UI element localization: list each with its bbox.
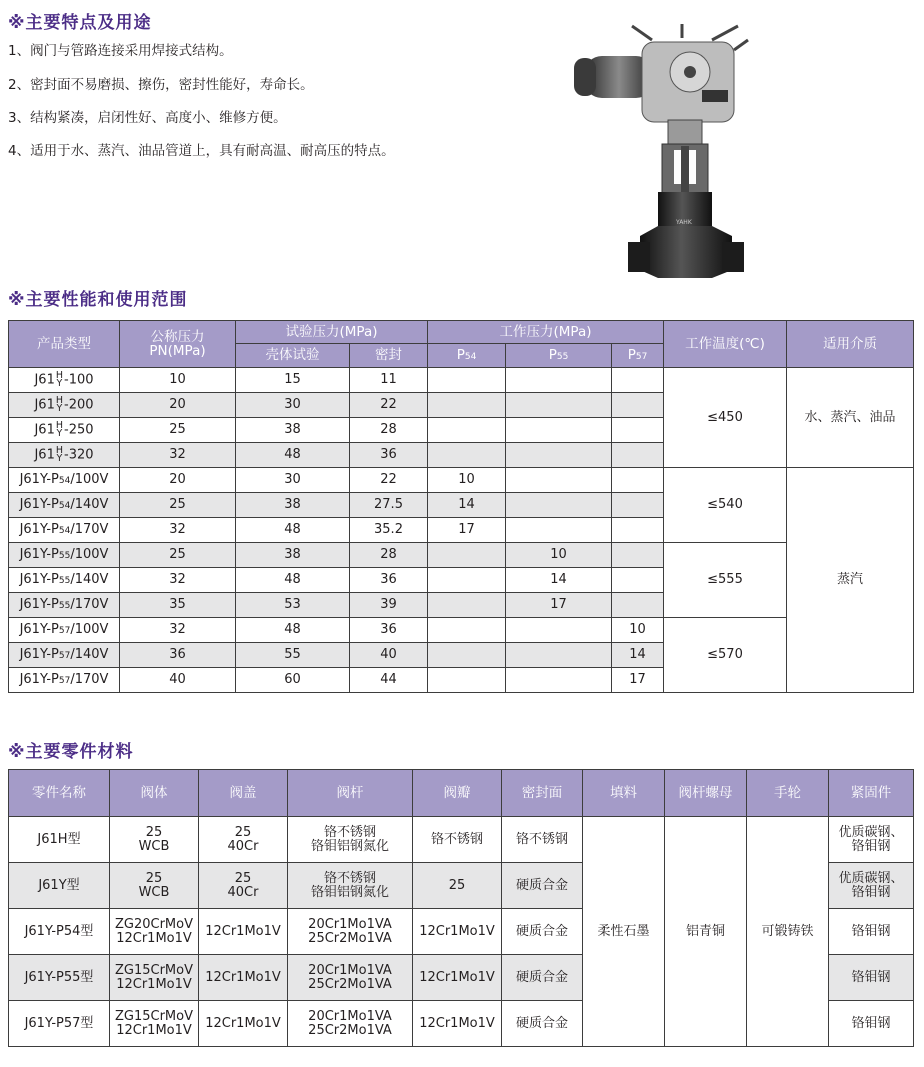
col-header-seal-face: 密封面 [502, 770, 583, 817]
p55-cell [506, 368, 612, 393]
pn-cell: 40 [120, 668, 236, 693]
materials-heading: ※主要零件材料 [8, 742, 134, 762]
seal-cell: 40 [350, 643, 428, 668]
p54-cell [428, 618, 506, 643]
p57-cell [612, 518, 664, 543]
col-header-shell: 壳体试验 [236, 344, 350, 368]
stem-cell: 20Cr1Mo1VA 25Cr2Mo1VA [288, 909, 413, 955]
pn-cell: 32 [120, 618, 236, 643]
col-header-p55: P55 [506, 344, 612, 368]
p57-cell [612, 443, 664, 468]
p54-cell [428, 443, 506, 468]
p54-cell [428, 368, 506, 393]
model-cell: J61Y-P57/170V [9, 668, 120, 693]
p57-cell [612, 418, 664, 443]
disc-cell: 12Cr1Mo1V [413, 955, 502, 1001]
seal-cell: 44 [350, 668, 428, 693]
stem-cell: 20Cr1Mo1VA 25Cr2Mo1VA [288, 955, 413, 1001]
p54-cell [428, 543, 506, 568]
bonnet-cell: 12Cr1Mo1V [199, 909, 288, 955]
pn-cell: 20 [120, 393, 236, 418]
model-cell: J61Y-P55/140V [9, 568, 120, 593]
p55-cell [506, 618, 612, 643]
p55-cell: 10 [506, 543, 612, 568]
seal-face-cell: 硬质合金 [502, 863, 583, 909]
col-header-disc: 阀瓣 [413, 770, 502, 817]
model-cell: J61Y-P57/100V [9, 618, 120, 643]
col-header-work: 工作压力(MPa) [428, 321, 664, 344]
part-name-cell: J61Y-P54型 [9, 909, 110, 955]
col-header-body: 阀体 [110, 770, 199, 817]
fastener-cell: 优质碳钢、 铬钼钢 [829, 817, 914, 863]
handwheel-cell: 可锻铸铁 [747, 817, 829, 1047]
part-name-cell: J61Y-P55型 [9, 955, 110, 1001]
p55-cell [506, 643, 612, 668]
disc-cell: 12Cr1Mo1V [413, 909, 502, 955]
seal-face-cell: 铬不锈钢 [502, 817, 583, 863]
p54-cell [428, 393, 506, 418]
stem-cell: 铬不锈钢 铬钼铝钢氮化 [288, 817, 413, 863]
model-cell: J61Y-P55/170V [9, 593, 120, 618]
disc-cell: 12Cr1Mo1V [413, 1001, 502, 1047]
p55-cell [506, 468, 612, 493]
p54-cell: 14 [428, 493, 506, 518]
p57-cell [612, 468, 664, 493]
p54-cell: 10 [428, 468, 506, 493]
p54-cell: 17 [428, 518, 506, 543]
seal-cell: 11 [350, 368, 428, 393]
p54-cell [428, 418, 506, 443]
col-header-packing: 填料 [583, 770, 665, 817]
col-header-nominal: 公称压力 PN(MPa) [120, 321, 236, 368]
p57-cell: 10 [612, 618, 664, 643]
p57-cell [612, 493, 664, 518]
p57-cell [612, 593, 664, 618]
model-cell: J61Y-P54/140V [9, 493, 120, 518]
body-cell: ZG15CrMoV 12Cr1Mo1V [110, 955, 199, 1001]
feature-item: 2、密封面不易磨损、擦伤，密封性能好，寿命长。 [8, 77, 314, 93]
shell-cell: 48 [236, 518, 350, 543]
fastener-cell: 铬钼钢 [829, 909, 914, 955]
p57-cell [612, 368, 664, 393]
pn-cell: 20 [120, 468, 236, 493]
body-cell: 25 WCB [110, 863, 199, 909]
p55-cell: 14 [506, 568, 612, 593]
col-header-p54: P54 [428, 344, 506, 368]
model-cell: J61Y-P57/140V [9, 643, 120, 668]
seal-face-cell: 硬质合金 [502, 955, 583, 1001]
product-label: YAHK [676, 219, 692, 226]
shell-cell: 48 [236, 618, 350, 643]
performance-heading: ※主要性能和使用范围 [8, 290, 188, 310]
col-header-fastener: 紧固件 [829, 770, 914, 817]
seal-cell: 28 [350, 543, 428, 568]
disc-cell: 铬不锈钢 [413, 817, 502, 863]
pn-cell: 25 [120, 493, 236, 518]
table-row [9, 543, 914, 568]
packing-cell: 柔性石墨 [583, 817, 665, 1047]
medium-cell: 蒸汽 [787, 468, 914, 693]
p57-cell [612, 568, 664, 593]
p57-cell [612, 393, 664, 418]
p55-cell [506, 418, 612, 443]
model-cell: J61 H Y -250 [9, 418, 120, 443]
feature-item: 4、适用于水、蒸汽、油品管道上，具有耐高温、耐高压的特点。 [8, 143, 395, 159]
materials-table [8, 769, 914, 1047]
pn-cell: 36 [120, 643, 236, 668]
seal-face-cell: 硬质合金 [502, 909, 583, 955]
model-cell: J61Y-P54/170V [9, 518, 120, 543]
pn-cell: 10 [120, 368, 236, 393]
col-header-seal: 密封 [350, 344, 428, 368]
model-cell: J61Y-P54/100V [9, 468, 120, 493]
bonnet-cell: 12Cr1Mo1V [199, 955, 288, 1001]
temp-cell: ≤555 [664, 543, 787, 618]
shell-cell: 38 [236, 418, 350, 443]
p54-cell [428, 643, 506, 668]
p55-cell [506, 668, 612, 693]
shell-cell: 30 [236, 393, 350, 418]
features-heading: ※主要特点及用途 [8, 13, 152, 33]
p57-cell [612, 543, 664, 568]
part-name-cell: J61H型 [9, 817, 110, 863]
feature-item: 3、结构紧凑，启闭性好、高度小、维修方便。 [8, 110, 287, 126]
model-cell: J61 H Y -320 [9, 443, 120, 468]
p54-cell [428, 668, 506, 693]
pn-cell: 32 [120, 518, 236, 543]
performance-table [8, 320, 914, 693]
seal-cell: 22 [350, 393, 428, 418]
model-cell: J61 H Y -200 [9, 393, 120, 418]
p54-cell [428, 593, 506, 618]
fastener-cell: 优质碳钢、 铬钼钢 [829, 863, 914, 909]
fastener-cell: 铬钼钢 [829, 955, 914, 1001]
disc-cell: 25 [413, 863, 502, 909]
seal-cell: 35.2 [350, 518, 428, 543]
p57-cell: 14 [612, 643, 664, 668]
col-header-stem: 阀杆 [288, 770, 413, 817]
seal-cell: 36 [350, 443, 428, 468]
shell-cell: 38 [236, 493, 350, 518]
col-header-test: 试验压力(MPa) [236, 321, 428, 344]
table-row [9, 468, 914, 493]
col-header-handwheel: 手轮 [747, 770, 829, 817]
p55-cell [506, 518, 612, 543]
bonnet-cell: 25 40Cr [199, 817, 288, 863]
temp-cell: ≤450 [664, 368, 787, 468]
pn-cell: 25 [120, 418, 236, 443]
stem-cell: 20Cr1Mo1VA 25Cr2Mo1VA [288, 1001, 413, 1047]
col-header-part: 零件名称 [9, 770, 110, 817]
body-cell: ZG15CrMoV 12Cr1Mo1V [110, 1001, 199, 1047]
medium-cell: 水、蒸汽、油品 [787, 368, 914, 468]
pn-cell: 25 [120, 543, 236, 568]
stem-cell: 铬不锈钢 铬钼铝钢氮化 [288, 863, 413, 909]
body-cell: 25 WCB [110, 817, 199, 863]
valve-product-image [562, 20, 752, 282]
bonnet-cell: 12Cr1Mo1V [199, 1001, 288, 1047]
temp-cell: ≤540 [664, 468, 787, 543]
shell-cell: 30 [236, 468, 350, 493]
shell-cell: 38 [236, 543, 350, 568]
shell-cell: 48 [236, 443, 350, 468]
p55-cell: 17 [506, 593, 612, 618]
table-row [9, 618, 914, 643]
pn-cell: 32 [120, 568, 236, 593]
col-header-product: 产品类型 [9, 321, 120, 368]
table-row [9, 817, 914, 863]
seal-face-cell: 硬质合金 [502, 1001, 583, 1047]
p55-cell [506, 393, 612, 418]
p55-cell [506, 493, 612, 518]
model-cell: J61Y-P55/100V [9, 543, 120, 568]
model-cell: J61 H Y -100 [9, 368, 120, 393]
bonnet-cell: 25 40Cr [199, 863, 288, 909]
col-header-stem-nut: 阀杆螺母 [665, 770, 747, 817]
p54-cell [428, 568, 506, 593]
temp-cell: ≤570 [664, 618, 787, 693]
fastener-cell: 铬钼钢 [829, 1001, 914, 1047]
seal-cell: 28 [350, 418, 428, 443]
col-header-temp: 工作温度(℃) [664, 321, 787, 368]
seal-cell: 36 [350, 568, 428, 593]
shell-cell: 53 [236, 593, 350, 618]
col-header-bonnet: 阀盖 [199, 770, 288, 817]
pn-cell: 35 [120, 593, 236, 618]
seal-cell: 27.5 [350, 493, 428, 518]
p57-cell: 17 [612, 668, 664, 693]
shell-cell: 48 [236, 568, 350, 593]
body-cell: ZG20CrMoV 12Cr1Mo1V [110, 909, 199, 955]
col-header-medium: 适用介质 [787, 321, 914, 368]
feature-item: 1、阀门与管路连接采用焊接式结构。 [8, 43, 233, 59]
seal-cell: 36 [350, 618, 428, 643]
table-row [9, 368, 914, 393]
part-name-cell: J61Y型 [9, 863, 110, 909]
seal-cell: 22 [350, 468, 428, 493]
shell-cell: 60 [236, 668, 350, 693]
pn-cell: 32 [120, 443, 236, 468]
stem-nut-cell: 铝青铜 [665, 817, 747, 1047]
col-header-p57: P57 [612, 344, 664, 368]
shell-cell: 55 [236, 643, 350, 668]
part-name-cell: J61Y-P57型 [9, 1001, 110, 1047]
seal-cell: 39 [350, 593, 428, 618]
shell-cell: 15 [236, 368, 350, 393]
p55-cell [506, 443, 612, 468]
